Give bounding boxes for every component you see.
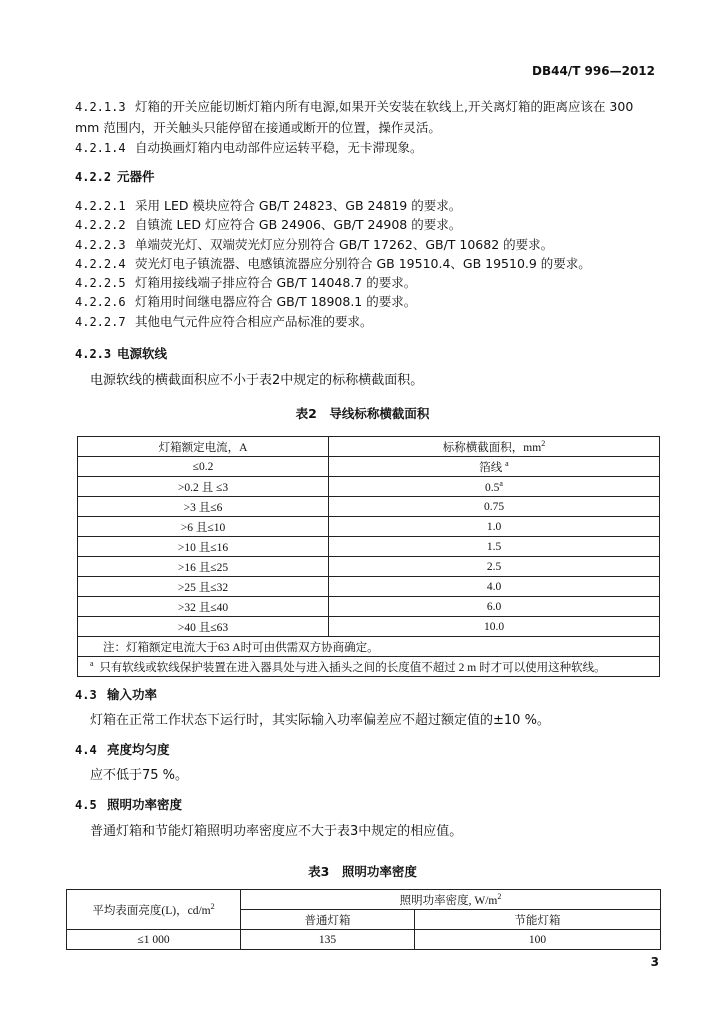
section-number: 4.4: [75, 743, 97, 757]
clause-4-2-2-3: [75, 237, 553, 253]
table-cell: 100: [415, 930, 661, 950]
table-cell: [329, 477, 660, 497]
section-title: 照明功率密度: [107, 797, 183, 812]
document-id: DB44/T 996—2012: [532, 64, 655, 78]
table-cell: 6.0: [329, 597, 660, 617]
clause-text: 其他电气元件应符合相应产品标准的要求。: [135, 314, 373, 329]
table-cell: 10.0: [329, 617, 660, 637]
footnote-mark: a: [90, 658, 94, 668]
clause-text: 自动换画灯箱内电动部件应运转平稳，无卡滞现象。: [135, 140, 423, 155]
section-title: 电源软线: [117, 346, 168, 361]
clause-text: 自镇流 LED 灯应符合 GB 24906、GB/T 24908 的要求。: [135, 217, 462, 232]
paragraph: 普通灯箱和节能灯箱照明功率密度应不大于表3中规定的相应值。: [90, 824, 463, 839]
table-cell: 0.75: [329, 497, 660, 517]
column-header: 节能灯箱: [415, 910, 661, 930]
section-title: 亮度均匀度: [107, 742, 170, 757]
table-footnote-row: [78, 657, 660, 677]
superscript: 2: [210, 901, 215, 911]
section-number: 4.2.3: [75, 347, 112, 361]
superscript: 2: [497, 891, 502, 901]
table-row: [78, 577, 660, 597]
table-3: [66, 889, 661, 950]
section-heading-4-2-2: [75, 167, 155, 185]
clause-4-2-2-7: [75, 314, 373, 330]
superscript: 2: [541, 438, 546, 448]
clause-text: 灯箱的开关应能切断灯箱内所有电源,如果开关安装在软线上,开关离灯箱的距离应该在 300: [135, 99, 634, 114]
table-row: [78, 617, 660, 637]
cell-text: 箔线: [479, 461, 503, 474]
clause-text: 灯箱用时间继电器应符合 GB/T 18908.1 的要求。: [135, 294, 417, 309]
column-header: 灯箱额定电流，A: [78, 437, 329, 457]
clause-number: 4.2.2.4: [75, 257, 126, 271]
table-2: [77, 436, 660, 677]
clause-4-2-2-2: [75, 217, 461, 233]
table-cell: 135: [241, 930, 415, 950]
table-header-row: [67, 890, 661, 910]
cell-text: 0.5: [485, 481, 500, 494]
table-3-caption: 表3 照明功率密度: [308, 864, 417, 879]
table-row: [78, 517, 660, 537]
clause-4-2-2-6: [75, 294, 416, 310]
section-title: 输入功率: [107, 687, 158, 702]
table-cell: 4.0: [329, 577, 660, 597]
section-number: 4.3: [75, 688, 97, 702]
table-row: [78, 457, 660, 477]
table-cell: 1.5: [329, 537, 660, 557]
section-number: 4.2.2: [75, 170, 112, 184]
footnote-ref: a: [499, 479, 503, 489]
clause-4-2-2-5: [75, 275, 416, 291]
clause-text: 灯箱用接线端子排应符合 GB/T 14048.7 的要求。: [135, 275, 417, 290]
table-cell: ≤1 000: [67, 930, 241, 950]
paragraph: 电源软线的横截面积应不小于表2中规定的标称横截面积。: [90, 373, 424, 388]
table-cell: >25 且≤32: [78, 577, 329, 597]
column-group-header: [241, 890, 661, 910]
clause-text-continued: mm 范围内，开关触头只能停留在接通或断开的位置，操作灵活。: [75, 120, 441, 135]
table-cell: >32 且≤40: [78, 597, 329, 617]
table-row: [78, 537, 660, 557]
clause-text: 采用 LED 模块应符合 GB/T 24823、GB 24819 的要求。: [135, 198, 462, 213]
clause-number: 4.2.2.6: [75, 295, 126, 309]
column-header-text: 照明功率密度, W/m: [399, 894, 498, 907]
section-heading-4-3: [75, 685, 157, 703]
clause-number: 4.2.2.5: [75, 276, 126, 290]
table-note-row: [78, 637, 660, 657]
table-row: [78, 477, 660, 497]
paragraph: 灯箱在正常工作状态下运行时，其实际输入功率偏差应不超过额定值的±10 %。: [90, 713, 550, 728]
clause-4-2-2-1: [75, 198, 461, 214]
footnote-text: 只有软线或软线保护装置在进入器具处与进入插头之间的长度值不超过 2 m 时才可以使用这种软线。: [99, 661, 606, 674]
table-cell: >6 且≤10: [78, 517, 329, 537]
column-header-text: 平均表面亮度(L)，cd/m: [92, 904, 211, 917]
section-heading-4-4: [75, 740, 170, 758]
section-title: 元器件: [117, 169, 155, 184]
table-cell: >0.2 且 ≤3: [78, 477, 329, 497]
clause-4-2-1-3: [75, 99, 633, 115]
table-cell: >3 且≤6: [78, 497, 329, 517]
table-cell: >40 且≤63: [78, 617, 329, 637]
table-cell: [329, 457, 660, 477]
table-row: [78, 597, 660, 617]
page-number: 3: [650, 955, 659, 969]
column-header: [329, 437, 660, 457]
clause-number: 4.2.2.1: [75, 199, 126, 213]
table-note: 注：灯箱额定电流大于63 A时可由供需双方协商确定。: [78, 637, 660, 657]
table-cell: >16 且≤25: [78, 557, 329, 577]
column-header: [67, 890, 241, 930]
footnote-ref: a: [505, 458, 509, 468]
clause-number: 4.2.2.7: [75, 315, 126, 329]
clause-number: 4.2.2.3: [75, 238, 126, 252]
clause-text: 单端荧光灯、双端荧光灯应分别符合 GB/T 17262、GB/T 10682 的要求。: [135, 237, 554, 252]
clause-number: 4.2.2.2: [75, 218, 126, 232]
table-cell: 1.0: [329, 517, 660, 537]
clause-4-2-1-4: [75, 140, 423, 156]
table-row: [78, 557, 660, 577]
column-header: 普通灯箱: [241, 910, 415, 930]
section-number: 4.5: [75, 798, 97, 812]
column-header-text: 标称横截面积，mm: [442, 441, 542, 454]
table-cell: >10 且≤16: [78, 537, 329, 557]
table-cell: ≤0.2: [78, 457, 329, 477]
paragraph: 应不低于75 %。: [90, 768, 189, 783]
section-heading-4-5: [75, 795, 182, 813]
table-row: [78, 497, 660, 517]
clause-number: 4.2.1.3: [75, 100, 126, 114]
clause-4-2-2-4: [75, 256, 591, 272]
clause-text: 荧光灯电子镇流器、电感镇流器应分别符合 GB 19510.4、GB 19510.9 的要求。: [135, 256, 591, 271]
section-heading-4-2-3: [75, 344, 167, 362]
table-2-caption: 表2 导线标称横截面积: [295, 406, 430, 421]
clause-number: 4.2.1.4: [75, 141, 126, 155]
table-footnote: [78, 657, 660, 677]
table-header-row: [78, 437, 660, 457]
table-cell: 2.5: [329, 557, 660, 577]
table-row: [67, 930, 661, 950]
